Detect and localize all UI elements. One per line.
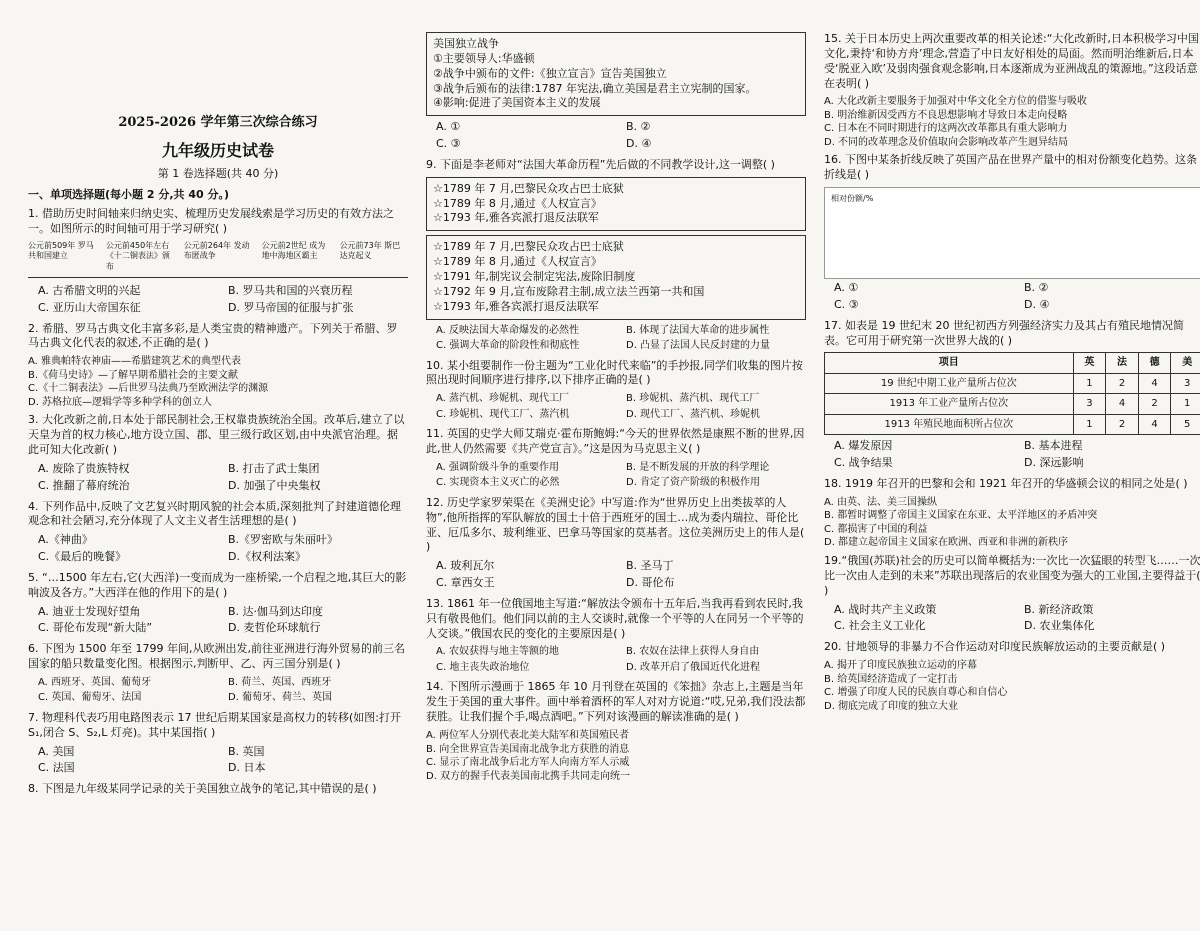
q20-options xyxy=(824,659,1200,713)
q8-options xyxy=(436,120,806,152)
timeline-item: 公元前509年 罗马共和国建立 xyxy=(28,240,94,261)
q3-options xyxy=(38,462,408,494)
option: C. 章西女王 xyxy=(436,576,495,590)
table-cell: 4 xyxy=(1138,414,1171,435)
table-cell: 1913 年殖民地面积所占位次 xyxy=(825,414,1074,435)
option: A. 由英、法、美三国操纵 xyxy=(824,496,938,508)
question-19: 19.“俄国(苏联)社会的历史可以简单概括为:一次比一次猛眼的转型飞……一次比一次由人走到的未来”苏联出现落后的农业国变为强大的工业国,主要得益于( ) xyxy=(824,553,1200,597)
left-column xyxy=(28,28,408,931)
box-line: ☆1793 年,雅各宾派打退反法联军 xyxy=(433,299,599,313)
option: D. 不同的改革理念及价值取向会影响改革产生迥异结局 xyxy=(824,136,1069,148)
table-cell: 3 xyxy=(1171,373,1200,394)
option: C. 实现资本主义灭亡的必然 xyxy=(436,477,560,489)
question-11: 11. 英国的史学大师艾瑞克·霍布斯鲍姆:“今天的世界依然是康熙不断的世界,因此,世人仍然需要《共产党宣言》。”这是因为马克思主义( ) xyxy=(426,427,805,456)
q15-options xyxy=(824,95,1200,149)
option: D. 凸显了法国人民反封建的力量 xyxy=(626,340,771,351)
option: D. 改革开启了俄国近代化进程 xyxy=(626,661,761,673)
option: D. 日本 xyxy=(228,761,266,775)
option: A. 强调阶级斗争的重要作用 xyxy=(436,461,560,473)
right-column xyxy=(824,28,1200,931)
section-title: 一、单项选择题(每小题 2 分,共 40 分。) xyxy=(28,187,230,201)
table-cell: 2 xyxy=(1106,373,1139,394)
table-header: 项目 xyxy=(825,353,1074,374)
question-1: 1. 借助历史时间轴来归纳史实、梳理历史发展线索是学习历史的有效方法之一。如图所示的时间轴可用于学习研究( ) xyxy=(28,206,394,235)
table-cell: 1 xyxy=(1073,414,1106,435)
option: D. 肯定了资产阶级的积极作用 xyxy=(626,477,761,489)
option: D. 都建立起帝国主义国家在欧洲、西亚和非洲的新秩序 xyxy=(824,537,1069,549)
option: A. 反映法国大革命爆发的必然性 xyxy=(436,324,580,336)
option: A. 农奴获得与地主等额的地 xyxy=(436,646,560,658)
question-8: 8. 下图是九年级某同学记录的关于美国独立战争的笔记,其中错误的是( ) xyxy=(28,782,377,796)
q11-options xyxy=(436,461,806,490)
option: B. 达·伽马到达印度 xyxy=(228,604,324,618)
exam-subtitle: 九年级历史试卷 xyxy=(161,140,274,160)
table-cell: 1 xyxy=(1073,373,1106,394)
option: A. 揭开了印度民族独立运动的序幕 xyxy=(824,660,978,672)
option: D. 罗马帝国的征服与扩张 xyxy=(228,300,354,314)
option: B. 向全世界宣告美国南北战争北方获胜的消息 xyxy=(426,743,630,755)
option: D. 深远影响 xyxy=(1024,456,1084,470)
q1-options xyxy=(38,284,408,316)
timeline-item: 公元前73年 斯巴达克起义 xyxy=(339,240,401,261)
option: A. 西班牙、英国、葡萄牙 xyxy=(38,676,152,688)
independence-war-box xyxy=(426,32,806,116)
option: D. 双方的握手代表美国南北携手共同走向统一 xyxy=(426,770,631,782)
option: C. 推翻了幕府统治 xyxy=(38,478,130,492)
table-cell: 4 xyxy=(1106,394,1139,415)
table-cell: 2 xyxy=(1106,414,1139,435)
option: A. 两位军人分别代表北美大陆军和英国殖民者 xyxy=(426,730,630,741)
option: D. 麦哲伦环球航行 xyxy=(228,621,321,635)
table-header: 法 xyxy=(1106,353,1139,374)
question-13: 13. 1861 年一位俄国地主写道:“解放法令颁布十五年后,当我再看到农民时,我只有敬畏他们。他们同以前的主人交谈时,就像一个平等的人在同另一个平等的人交谈。”俄国农民的变化的主要原因是( ) xyxy=(426,596,804,640)
timeline-item: 公元前264年 发动布匿战争 xyxy=(183,240,250,261)
option: B. 都暂时调整了帝国主义国家在东亚、太平洋地区的矛盾冲突 xyxy=(824,510,1098,522)
box-line: ☆1791 年,制宪议会制定宪法,废除旧制度 xyxy=(433,269,636,283)
box-line: ③战争后颁布的法律:1787 年宪法,确立美国是君主立宪制的国家。 xyxy=(433,81,757,95)
option: B. ② xyxy=(626,120,651,134)
q13-options xyxy=(436,645,806,674)
q4-options xyxy=(38,533,408,565)
option: B. 英国 xyxy=(228,744,265,758)
table-cell: 19 世纪中期工业产量所占位次 xyxy=(825,373,1074,394)
part-title: 第 1 卷选择题(共 40 分) xyxy=(157,167,279,181)
timeline xyxy=(28,241,408,273)
question-4: 4. 下列作品中,反映了文艺复兴时期风貌的社会本质,深刻批判了封建道德伦理观念和社会陋习,充分体现了人文主义者生活理想的是( ) xyxy=(28,499,401,528)
question-20: 20. 甘地领导的非暴力不合作运动对印度民族解放运动的主要贡献是( ) xyxy=(824,640,1166,654)
question-15: 15. 关于日本历史上两次重要改革的相关论述:“大化改新时,日本积极学习中国文化,秉持‘和协方舟’理念,营造了中日友好相处的局面。然而明治维新后,日本受‘脱亚入欧’及弱肉强食观念影响,日本逐渐成为亚洲战乱的策源地。”这段话意在表明( ) xyxy=(824,32,1199,90)
question-14: 14. 下图所示漫画于 1865 年 10 月刊登在英国的《笨拙》杂志上,主题是当年发生于美国的重大事件。画中举着酒杯的军人对对方说道:“哎,兄弟,我们没法都获胜。让我们握个手,喝点酒吧。”下列对该漫画的解读准确的是( ) xyxy=(426,680,806,724)
option: C. 哥伦布发现“新大陆” xyxy=(38,621,153,635)
q6-options xyxy=(38,676,408,705)
question-16: 16. 下图中某条折线反映了英国产品在世界产量中的相对份额变化趋势。这条折线是( ) xyxy=(824,153,1197,182)
question-18: 18. 1919 年召开的巴黎和会和 1921 年召开的华盛顿会议的相同之处是( ) xyxy=(824,477,1188,491)
option: B.《荷马史诗》—了解早期希腊社会的主要文献 xyxy=(28,369,239,381)
option: C.《最后的晚餐》 xyxy=(38,550,127,564)
option: A. 废除了贵族特权 xyxy=(38,461,130,475)
q9-options xyxy=(436,324,806,353)
option: C. 都损害了中国的利益 xyxy=(824,523,928,535)
box-line: ②战争中颁布的文件:《独立宣言》宣告美国独立 xyxy=(433,66,667,80)
share-chart xyxy=(824,187,1200,279)
table-cell: 4 xyxy=(1138,373,1171,394)
option: B.《罗密欧与朱丽叶》 xyxy=(228,533,339,547)
power-table xyxy=(824,352,1200,435)
option: B. 体现了法国大革命的进步属性 xyxy=(626,324,770,336)
option: C. 强调大革命的阶段性和彻底性 xyxy=(436,340,580,351)
option: B. 明治维新因受西方不良思想影响才导致日本走向侵略 xyxy=(824,109,1068,121)
q18-options xyxy=(824,496,1200,550)
middle-column xyxy=(426,28,806,931)
option: D.《权利法案》 xyxy=(228,550,306,564)
q19-options xyxy=(834,603,1200,635)
option: B. 基本进程 xyxy=(1024,439,1083,453)
option: A. 蒸汽机、珍妮机、现代工厂 xyxy=(436,393,570,405)
box-line: ☆1789 年 8 月,通过《人权宣言》 xyxy=(433,255,602,269)
box-line: ☆1789 年 8 月,通过《人权宣言》 xyxy=(433,196,602,210)
option: B. 荷兰、英国、西班牙 xyxy=(228,676,332,688)
q12-options xyxy=(436,559,806,591)
table-header: 美 xyxy=(1171,353,1200,374)
question-9: 9. 下面是李老师对“法国大革命历程”先后做的不同教学设计,这一调整( ) xyxy=(426,157,775,171)
option: C. 显示了南北战争后北方军人向南方军人示威 xyxy=(426,757,630,768)
option: C. 英国、葡萄牙、法国 xyxy=(38,692,142,704)
option: B. 农奴在法律上获得人身自由 xyxy=(626,646,760,658)
question-2: 2. 希腊、罗马古典文化丰富多彩,是人类宝贵的精神遗产。下列关于希腊、罗马古典文化代表的叙述,不正确的是( ) xyxy=(28,321,398,350)
option: A. ① xyxy=(834,281,859,295)
option: A. 迪亚士发现好望角 xyxy=(38,604,141,618)
question-5: 5. “…1500 年左右,它(大西洋)一变而成为一座桥梁,一个启程之地,其巨大的影响波及各方。”大西洋在他的作用下的是( ) xyxy=(28,570,407,599)
question-7: 7. 物理科代表巧用电路图表示 17 世纪后期某国家是高权力的转移(如图:打开 S₁,闭合 S、S₂,L 灯亮)。其中某国指( ) xyxy=(28,710,401,739)
option: C. 亚历山大帝国东征 xyxy=(38,300,141,314)
q14-options xyxy=(426,729,806,783)
option: A. 美国 xyxy=(38,744,75,758)
table-header: 德 xyxy=(1138,353,1171,374)
option: C. 法国 xyxy=(38,761,75,775)
question-3: 3. 大化改新之前,日本处于部民制社会,王权靠贵族统治全国。改革后,建立了以天皇为首的权力核心,地方设立国、郡、里三级行政区划,由中央派官治理。据此可知大化改新( ) xyxy=(28,413,405,456)
timeline-item: 公元前2世纪 成为地中海地区霸主 xyxy=(261,240,326,261)
q16-options xyxy=(834,281,1200,313)
q7-options xyxy=(38,745,408,777)
option: B. 是不断发展的开放的科学理论 xyxy=(626,461,770,473)
timeline-item: 公元前450年左右《十二铜表法》颁布 xyxy=(105,240,170,272)
chart-note: 相对份额/% xyxy=(831,194,874,204)
option: B. 打击了武士集团 xyxy=(228,461,320,475)
option: A. 古希腊文明的兴起 xyxy=(38,283,141,297)
box-line: ☆1789 年 7 月,巴黎民众攻占巴士底狱 xyxy=(433,181,624,195)
option: C. 社会主义工业化 xyxy=(834,619,926,633)
question-17: 17. 如表是 19 世纪末 20 世纪初西方列强经济实力及其占有殖民地情况简表。它可用于研究第一次世界大战的( ) xyxy=(824,318,1184,347)
option: D. ④ xyxy=(1024,297,1050,311)
box-line: ④影响:促进了美国资本主义的发展 xyxy=(433,96,601,110)
option: C. 地主丧失政治地位 xyxy=(436,661,530,673)
teaching-design-box-2 xyxy=(426,235,806,319)
option: A. 爆发原因 xyxy=(834,439,893,453)
option: D. 葡萄牙、荷兰、英国 xyxy=(228,692,333,704)
box-line: ☆1792 年 9 月,宣布废除君主制,成立法兰西第一共和国 xyxy=(433,284,705,298)
box-line: 美国独立战争 xyxy=(433,37,499,50)
question-10: 10. 某小组要制作一份主题为“工业化时代来临”的手抄报,同学们收集的图片按照出现时间顺序进行排序,以下排序正确的是( ) xyxy=(426,358,803,387)
option: B. 给英国经济造成了一定打击 xyxy=(824,673,958,685)
table-header: 英 xyxy=(1073,353,1106,374)
q2-options xyxy=(28,355,408,409)
option: B. 圣马丁 xyxy=(626,559,674,573)
option: A. 大化改新主要服务于加强对中华文化全方位的借鉴与吸收 xyxy=(824,96,1088,108)
box-line: ☆1793 年,雅各宾派打退反法联军 xyxy=(433,211,599,225)
box-line: ①主要领导人:华盛顿 xyxy=(433,51,535,65)
option: C. ③ xyxy=(436,137,461,151)
table-cell: 1913 年工业产量所占位次 xyxy=(825,394,1074,415)
question-12: 12. 历史学家罗荣渠在《美洲史论》中写道:作为“世界历史上出类拔萃的人物”,他所指挥的军队解放的国土十倍于西班牙的国土…成为委内瑞拉、哥伦比亚、厄瓜多尔、玻利维亚、巴拿马等国家的莫基者。这位美洲历史上的伟人是( ) xyxy=(426,495,805,554)
q17-options xyxy=(834,439,1200,471)
option: B. ② xyxy=(1024,281,1049,295)
teaching-design-box-1 xyxy=(426,177,806,232)
option: C. 日本在不同时期进行的这两次改革都具有重大影响力 xyxy=(824,123,1068,135)
question-6: 6. 下图为 1500 年至 1799 年间,从欧洲出发,前往亚洲进行海外贸易的前三名国家的船只数量变化图。根据图示,判断甲、乙、丙三国分别是( ) xyxy=(28,642,405,671)
box-line: ☆1789 年 7 月,巴黎民众攻占巴士底狱 xyxy=(433,240,624,254)
option: C. 珍妮机、现代工厂、蒸汽机 xyxy=(436,408,570,420)
option: C. ③ xyxy=(834,297,859,311)
table-cell: 1 xyxy=(1171,394,1200,415)
option: D. 彻底完成了印度的独立大业 xyxy=(824,700,959,712)
option: A.《神曲》 xyxy=(38,533,93,547)
option: D. 苏格拉底—逻辑学等多种学科的创立人 xyxy=(28,396,213,408)
option: A. 战时共产主义政策 xyxy=(834,602,937,616)
option: B. 珍妮机、蒸汽机、现代工厂 xyxy=(626,393,760,405)
option: A. ① xyxy=(436,120,461,134)
option: D. 加强了中央集权 xyxy=(228,478,321,492)
option: B. 新经济政策 xyxy=(1024,602,1094,616)
option: C. 增强了印度人民的民族自尊心和自信心 xyxy=(824,687,1008,699)
q5-options xyxy=(38,605,408,637)
option: D. 哥伦布 xyxy=(626,576,675,590)
exam-title: 2025-2026 学年第三次综合练习 xyxy=(118,115,318,130)
table-cell: 3 xyxy=(1073,394,1106,415)
option: D. 农业集体化 xyxy=(1024,619,1095,633)
option: C.《十二铜表法》—后世罗马法典乃至欧洲法学的渊源 xyxy=(28,383,269,395)
option: D. ④ xyxy=(626,137,652,151)
option: A. 雅典帕特农神庙——希腊建筑艺术的典型代表 xyxy=(28,356,242,368)
timeline-line xyxy=(28,277,408,278)
option: A. 玻利瓦尔 xyxy=(436,559,495,573)
table-cell: 2 xyxy=(1138,394,1171,415)
option: B. 罗马共和国的兴衰历程 xyxy=(228,283,353,297)
option: C. 战争结果 xyxy=(834,456,893,470)
table-cell: 5 xyxy=(1171,414,1200,435)
option: D. 现代工厂、蒸汽机、珍妮机 xyxy=(626,408,761,420)
q10-options xyxy=(436,392,806,421)
